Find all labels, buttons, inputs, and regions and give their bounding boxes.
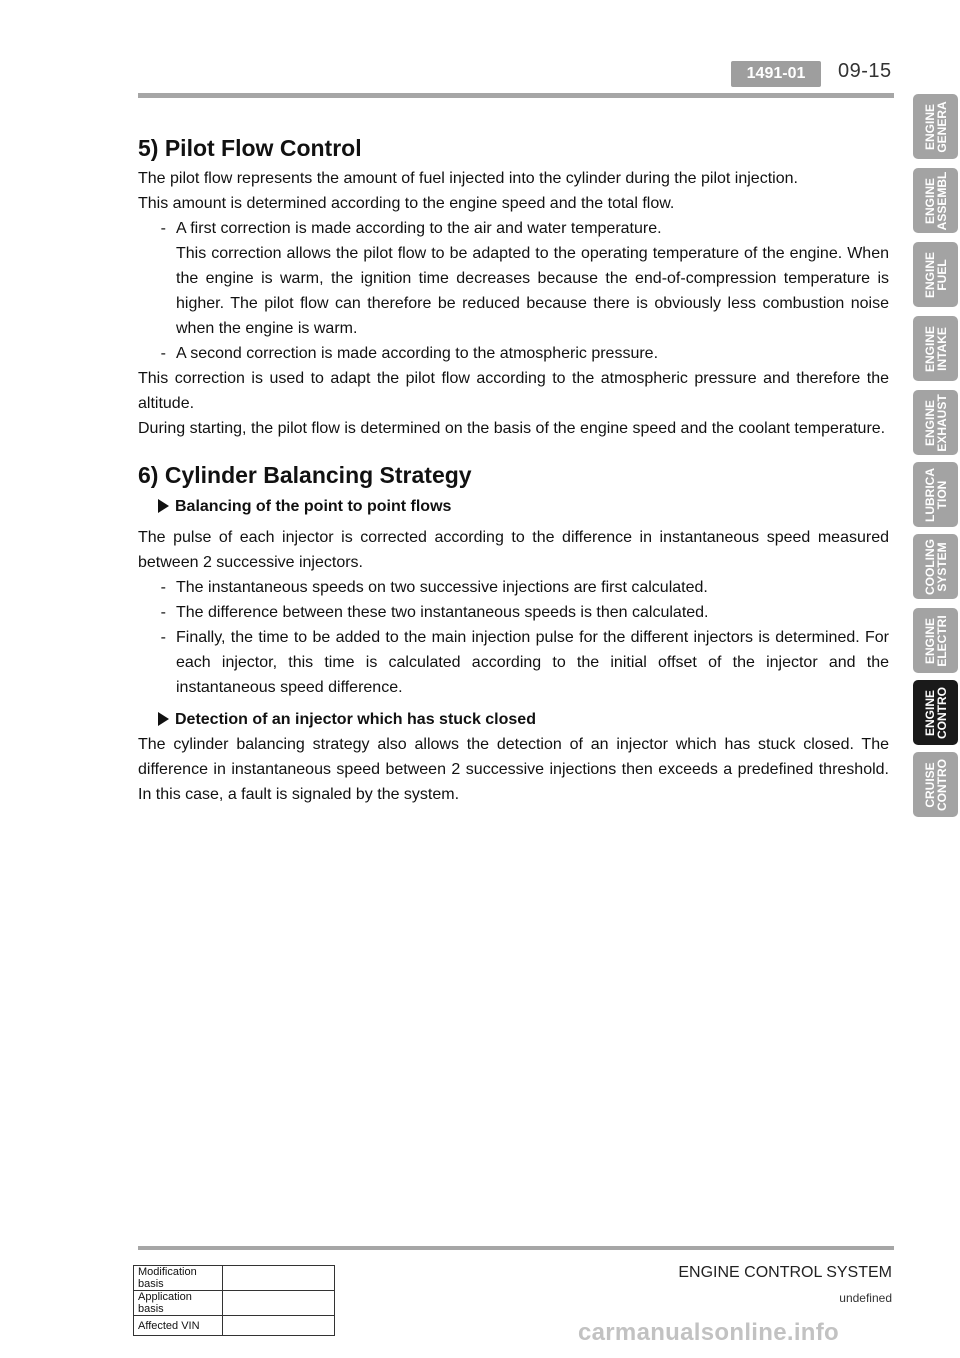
table-value bbox=[223, 1316, 335, 1336]
table-value bbox=[223, 1291, 335, 1316]
list-item bbox=[138, 341, 889, 366]
section-5-paragraph-1: This correction is used to adapt the pilot flow according to the atmospheric pressure and therefore the altitude. bbox=[138, 370, 889, 412]
subheading-detection bbox=[158, 706, 889, 732]
list-dash: - bbox=[160, 579, 166, 596]
tab-label: ENGINE CONTRO bbox=[922, 686, 949, 739]
list-dash: - bbox=[160, 629, 166, 646]
tab-label: CRUISE CONTRO bbox=[922, 758, 949, 811]
list-item bbox=[138, 600, 889, 625]
tab-engine-assembly[interactable] bbox=[913, 168, 958, 233]
tab-engine-electrical[interactable] bbox=[913, 608, 958, 673]
footer-subtitle: undefined bbox=[839, 1291, 892, 1305]
table-row bbox=[134, 1291, 335, 1316]
tab-label: ENGINE GENERA bbox=[922, 100, 949, 153]
section-5-intro-1: The pilot flow represents the amount of fuel injected into the cylinder during the pilot injection. bbox=[138, 170, 798, 187]
tab-cooling-system[interactable] bbox=[913, 534, 958, 599]
triangle-bullet-icon bbox=[158, 499, 169, 513]
header-divider bbox=[138, 93, 894, 98]
modification-table bbox=[133, 1265, 335, 1336]
page-content bbox=[138, 130, 889, 807]
tab-label: COOLING SYSTEM bbox=[922, 538, 949, 595]
footer-title: ENGINE CONTROL SYSTEM bbox=[678, 1264, 892, 1281]
tab-engine-intake[interactable] bbox=[913, 316, 958, 381]
tab-engine-general[interactable] bbox=[913, 94, 958, 159]
section-6-paragraph-2: The cylinder balancing strategy also allows the detection of an injector which has stuck closed. The difference in instantaneous speed between 2 successive injections then exceeds a predefined threshold. In this case, a fault is signaled by the system. bbox=[138, 736, 889, 803]
tab-engine-exhaust[interactable] bbox=[913, 390, 958, 455]
list-dash: - bbox=[160, 220, 166, 237]
table-row bbox=[134, 1316, 335, 1336]
list-item-text: The instantaneous speeds on two successive injections are first calculated. bbox=[176, 579, 708, 596]
list-item-text: A second correction is made according to the atmospheric pressure. bbox=[176, 345, 659, 362]
table-label: Affected VIN bbox=[134, 1316, 223, 1336]
table-row bbox=[134, 1266, 335, 1291]
tab-label: ENGINE ASSEMBL bbox=[922, 171, 949, 230]
tab-engine-fuel[interactable] bbox=[913, 242, 958, 307]
section-5-paragraph-2: During starting, the pilot flow is determined on the basis of the engine speed and the coolant temperature. bbox=[138, 420, 886, 437]
tab-lubrication[interactable] bbox=[913, 462, 958, 527]
subheading-label: Balancing of the point to point flows bbox=[175, 497, 452, 515]
tab-label: ENGINE EXHAUST bbox=[922, 393, 949, 452]
tab-label: ENGINE FUEL bbox=[922, 251, 949, 298]
table-label: Application basis bbox=[134, 1291, 223, 1316]
document-code-badge: 1491-01 bbox=[731, 61, 821, 87]
list-item bbox=[138, 216, 889, 241]
tab-label: ENGINE ELECTRI bbox=[922, 614, 949, 667]
list-dash: - bbox=[160, 345, 166, 362]
table-label: Modification basis bbox=[134, 1266, 223, 1291]
list-dash: - bbox=[160, 604, 166, 621]
list-item bbox=[138, 575, 889, 600]
subheading-label: Detection of an injector which has stuck closed bbox=[175, 710, 536, 728]
watermark: carmanualsonline.info bbox=[578, 1319, 840, 1346]
tab-engine-control[interactable] bbox=[913, 680, 958, 745]
list-item-detail: This correction allows the pilot flow to be adapted to the operating temperature of the engine. When the engine is warm, the ignition time decreases because the end-of-compression temperature is higher. The pilot flow can therefore be reduced because there is obviously less combustion noise when the engine is warm. bbox=[176, 245, 889, 337]
section-5-title: 5) Pilot Flow Control bbox=[138, 135, 362, 161]
list-item bbox=[138, 625, 889, 700]
tab-cruise-control[interactable] bbox=[913, 752, 958, 817]
footer-divider bbox=[138, 1246, 894, 1250]
triangle-bullet-icon bbox=[158, 712, 169, 726]
page-number: 09-15 bbox=[838, 60, 892, 82]
subheading-balancing bbox=[158, 493, 889, 519]
list-item-text: The difference between these two instantaneous speeds is then calculated. bbox=[176, 604, 709, 621]
table-value bbox=[223, 1266, 335, 1291]
section-5-intro-2: This amount is determined according to the engine speed and the total flow. bbox=[138, 195, 675, 212]
section-6-paragraph-1: The pulse of each injector is corrected according to the difference in instantaneous speed measured between 2 successive injectors. bbox=[138, 529, 889, 571]
list-item-text: A first correction is made according to the air and water temperature. bbox=[176, 220, 662, 237]
tab-label: LUBRICA TION bbox=[922, 467, 949, 522]
section-6-title: 6) Cylinder Balancing Strategy bbox=[138, 462, 472, 488]
tab-label: ENGINE INTAKE bbox=[922, 325, 949, 372]
list-item-text: Finally, the time to be added to the main injection pulse for the different injectors is determined. For each injector, this time is calculated according to the initial offset of the injector and the instantaneous speed difference. bbox=[176, 629, 889, 696]
